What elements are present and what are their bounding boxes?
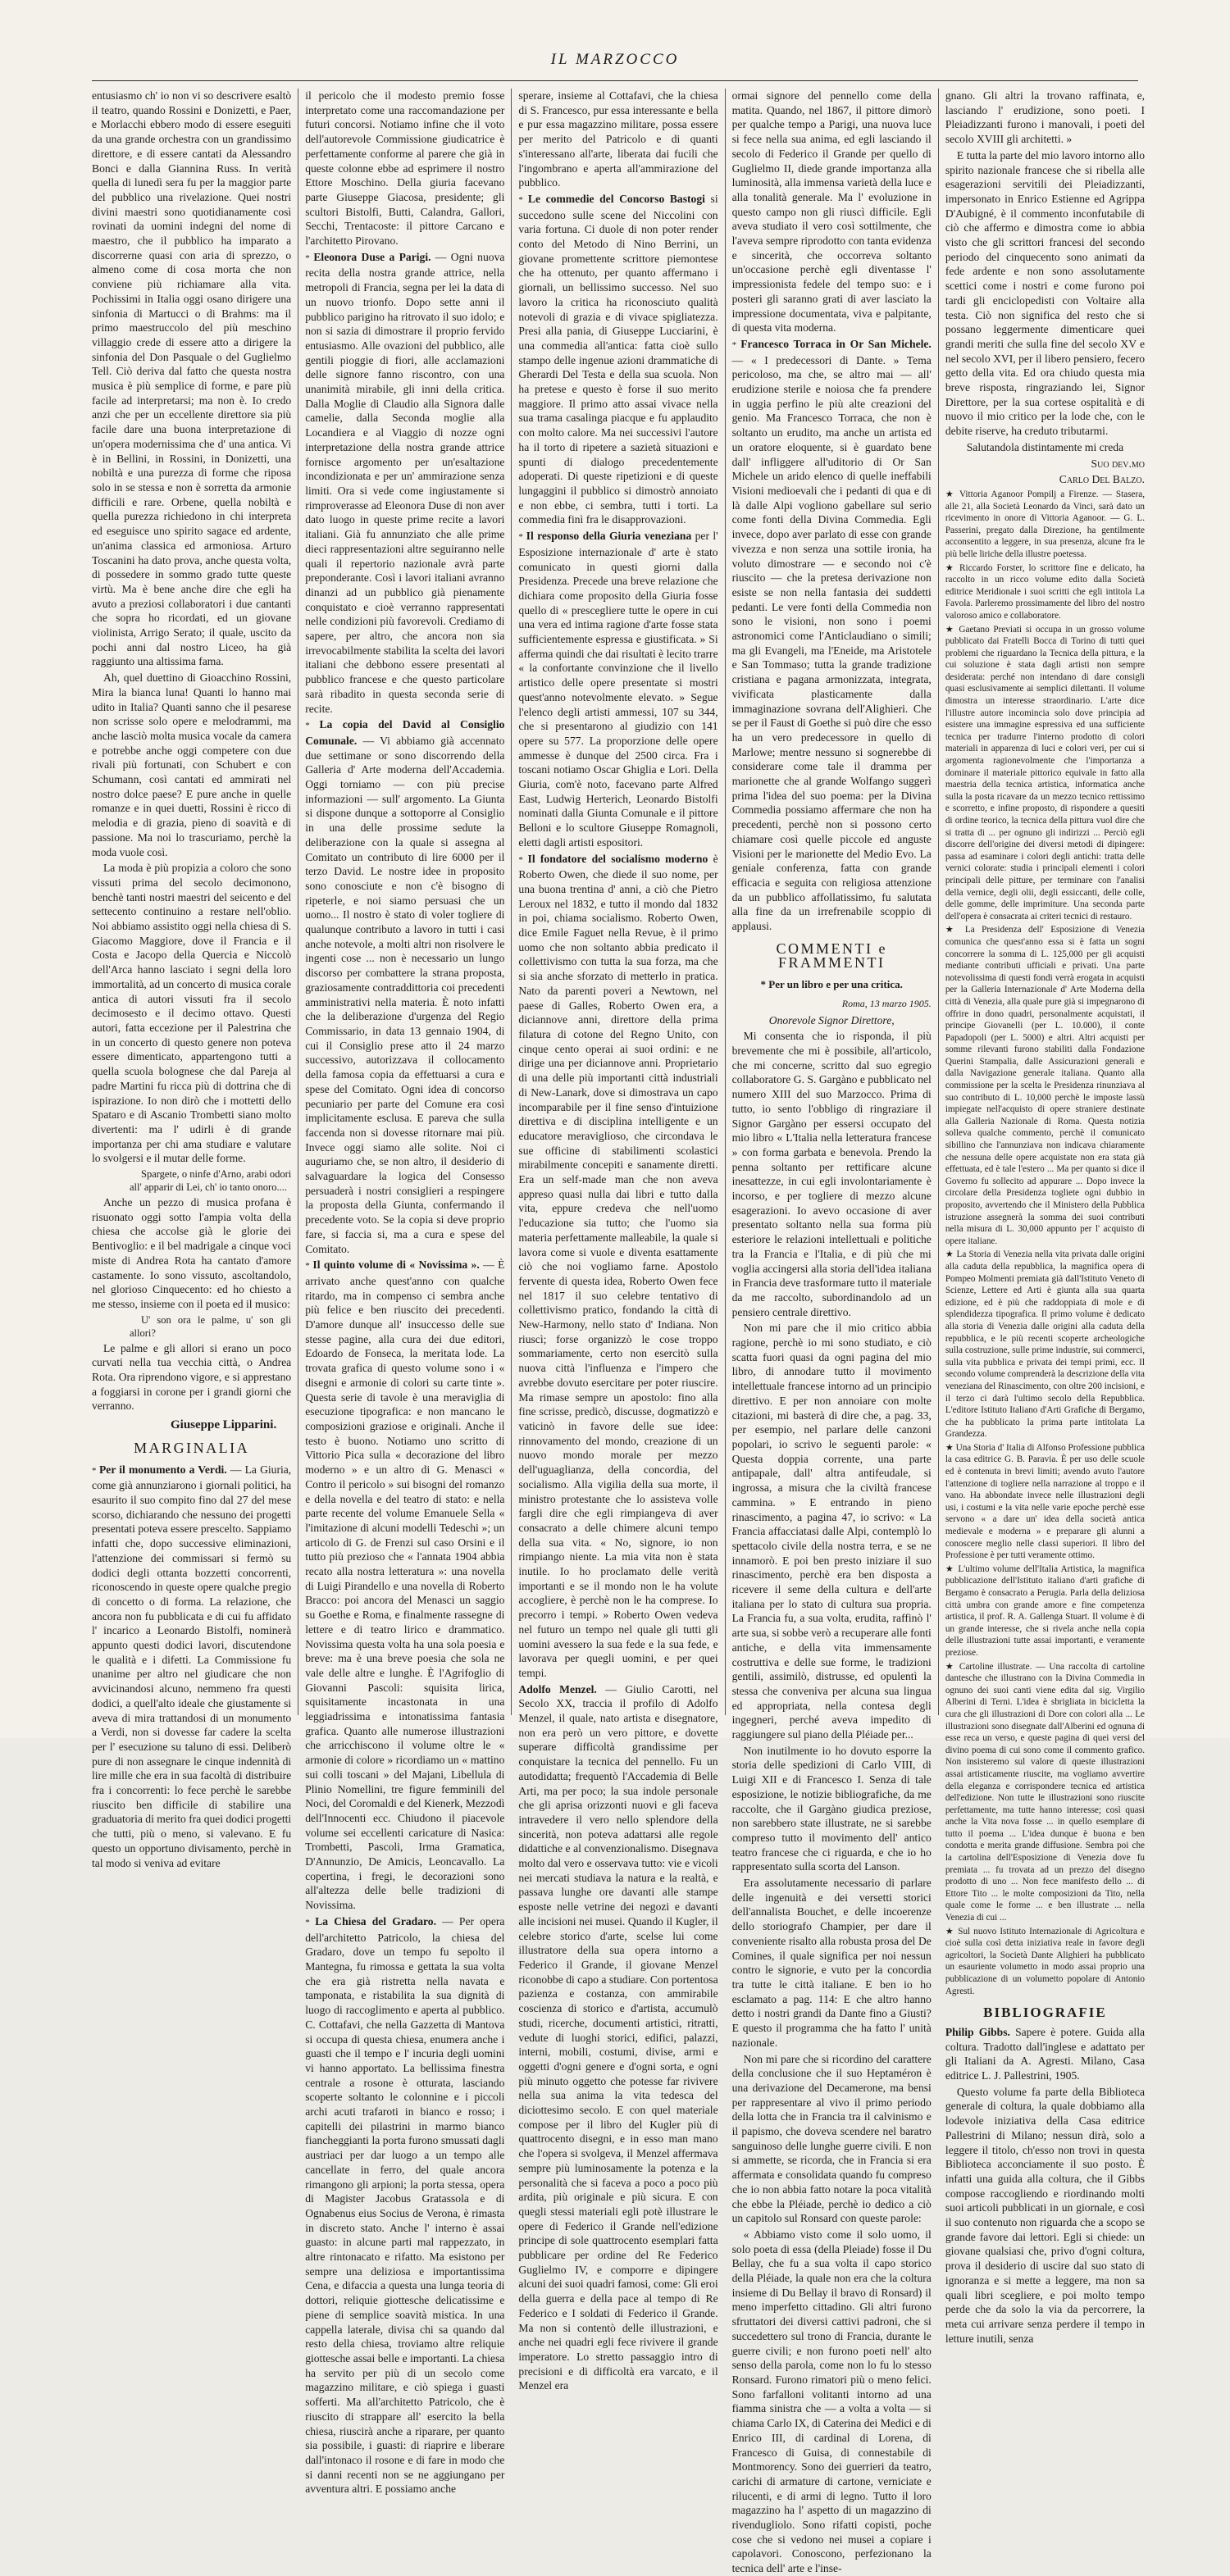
brief-item: ★ Riccardo Forster, lo scrittore fine e delicato, ha raccolto in un ricco volume edito dalla Società editrice Meridionale i suoi scritti che egli intitola La Favola. Parleremo prossimamente del libro del nostro valoroso amico e collaboratore.: [945, 562, 1146, 621]
item-title: Le commedie del Concorso Bastogi: [527, 192, 705, 205]
bibliography-title: Sapere è potere. Guida alla coltura. Tradotto dall'inglese e adattato per gli Italiani da A. Agresti. Milano, Casa editrice L. J. Pallestrini, 1905.: [945, 2025, 1146, 2082]
asterisk-icon: *: [731, 339, 741, 350]
brief-item: ★ Sul nuovo Istituto Internazionale di Agricoltura e cioè sulla così detta iniziativa reale in favore degli agricoltori, la Società Dante Alighieri ha pubblicato un esauriente volumetto in modo assai proprio una pubblicazione di un volumetto popolare di Antonio Agresti.: [945, 1926, 1146, 1996]
asterisk-icon: *: [305, 1917, 316, 1927]
paragraph: Questo volume fa parte della Biblioteca generale di coltura, la quale dobbiamo alla lodevole iniziativa della Casa editrice Pallestrini di Milano; nessun dirà, solo a leggere il titolo, ch'esso non trovi in questa Biblioteca acconciamente il suo posto. È infatti una guida alla coltura, che il Gibbs compose raccogliendo e riordinando molti suoi articoli pubblicati in un giornale, e così il suo contenuto non riguarda che a scopo se grande favore dai lettori. Egli si chiede: un giovane qualsiasi che, privo d'ogni coltura, prova il desiderio di uscire dal suo stato di ignoranza e si mette a leggere, ma non sa quali libri scegliere, e poi molto tempo perde che da solo la via da percorrere, la meta cui arrivare senza perdere il tempo in letture inutili, senza: [945, 2085, 1146, 2345]
brief-item: ★ L'ultimo volume dell'Italia Artistica, la magnifica pubblicazione dell'Istituto italiano d'arti grafiche di Bergamo è consacrato a Perugia. Parla della deliziosa città umbra con grande amore e fine competenza artistica, il prof. R. A. Gallenga Stuart. Il volume è di un grande interesse, che si rivela anche nella copia delle illustrazioni tutte assai importanti, e veramente preziose.: [945, 1563, 1146, 1658]
item-text: — Vi abbiamo già accennato due settimane or sono discorrendo della Galleria d' Arte moderna dell'Accademia. Oggi torniamo — con più precise informazioni — sull' argomento. La Giunta si dispone dunque a sottoporre al Consiglio in una delle prossime sedute la deliberazione con la quale si assegna al Comitato un contributo di lire 6000 per il terzo David. Le nostre idee in proposito sono conosciute e non c'è bisogno di ripeterle, e noi siamo persuasi che un uomo... Il nostro è stato di voler togliere di qualunque contributo a lavoro in tutti i casi anche notevole, a molti altri non risolvere le ingenti cose ... non è necessario un lungo discorso per combattere la strana proposta, graziosamente contraddittoria coi precedenti amministrativi nella materia. È noto infatti che la deliberazione d'urgenza del Regio Commissario, in data 13 gennaio 1904, di cui il Consiglio prese atto il 24 marzo successivo, autorizzava il collocamento della famosa copia da effettuarsi a cura e spese del Comitato. Ogni idea di concorso pecuniario per parte del Comune era così implicitamente esclusa. E pareva che sulla faccenda non si dovesse ritornare mai più. Invece oggi siamo alle solite. Noi ci auguriamo che, se non altro, il desiderio di salvaguardare la logica del Consesso persuaderà i nostri consiglieri a respingere la proposta della Giunta, confermando il precedente voto. Se la copia si deve proprio fare, si faccia si, ma a cura e spese del Comitato.: [305, 734, 505, 1255]
brief-item: ★ Gaetano Previati si occupa in un grosso volume pubblicato dai Fratelli Bocca di Torino di tutti quei problemi che riguardano la Tecnica della pittura, e la cui soluzione è stata dagli artisti non sempre desiderata: perché non intendano di dare consigli quasi esclusivamente ai semplici dilettanti. Il volume dimostra un interesse straordinario. L'arte dice l'illustre autore incomincia solo dove principia ad esistere una immagine espressiva ed una sufficiente tecnica per tradurre l'interno prodotto di colori materiali in apparenza di luci e colori veri, per cui si argomenta ragionevolmente che l'importanza a dominare il materiale pittorico equivale in fatto alla maestria della tecnica artistica, informatica anche sulla la posta ricavare da un mezzo tecnico rettissimo e scorretto, e infine proposto, di rispondere a quesiti di ordine teorico, la tecnica della pittura vuol dire che si tratta di ... per ognuno gli indirizzi ... Perciò egli discorre dell'origine dei diversi metodi di dipingere: passa ad esaminare i colori degli antichi: tratta delle vernici colorate: studia i principali elementi i colori principali delle pitture, per terminare con l'analisi della vernice, degli olii, degli essiccanti, delle colle, delle gomme, delle imprimiture. Una seconda parte dell'opera è consacrata ai criteri tecnici di restauro.: [945, 624, 1146, 922]
columns: [92, 89, 1146, 2575]
column-1: [92, 89, 292, 1869]
paragraph: Non mi pare che il mio critico abbia ragione, perchè io mi sono studiato, e ciò scatta fuori quasi da ogni pagina del mio libro, di annodare tutto il movimento intellettuale francese intorno ad un principio direttivo. E per non annoiare con molte citazioni, mi basterà di dire che, a pag. 33, per esempio, nel parlare delle canzoni popolari, io scrivo le seguenti parole: « Questa doppia corrente, una parte antipapale, dall' altra antifeudale, si ingrossa, a misura che la civiltà francese cammina. » E entrando in pieno rinascimento, a pagina 47, io scrivo: « La Francia affacciatasi dalle Alpi, contemplò lo spettacolo civile della nostra terra, e se ne innamorò. E poi ben presto iniziare il suo rinascimento, perchè era ben disposta a ricevere il seme della cultura e dell'arte italiana per lo stato di cultura sua propria. La Francia fu, a sua volta, erudita, raffinò l' arte sua, si sobbe verò a recuperare alle fonti antiche, e della vita immensamente costruttiva e delle sue forme, le tradizioni gentili, assimilò, distrusse, ed opulentì la stessa che conveniva per alcuna sua lingua ed appropriata, nella contesa degli ingegneri, perché aveva impedito di raggiungere sul piano della Pléiade per...: [731, 1322, 932, 1741]
column-2: [298, 89, 505, 2496]
asterisk-icon: *: [92, 1465, 99, 1476]
letter-signature: Carlo Del Balzo.: [1059, 473, 1146, 486]
paragraph: La moda è più propizia a coloro che sono vissuti prima del secolo decimonono, benchè tanti nostri maestri del seicento e del settecento continuino a restare nell'oblio. Noi abbiamo assistito oggi nella chiesa di S. Giacomo Maggiore, dove il Francia e il Costa e Jacopo della Quercia e Niccolò dell'Arca hanno lasciato i segni della loro immortalità, ad un concerto di musica corale antica di autori vissuti fra il secolo decimosesto e il decimo ottavo. Questi autori, fatta eccezione per il Palestrina che in un concerto di questo genere non poteva essere dimenticato, appartengono tutti a quella scuola bolognese che dal Pareja al padre Martini fu ricca più di dottrina che di ispirazione. Io non dirò che i mottetti dello Spataro e di Ascanio Trombetti siano molto divertenti: ma l' udirli è di grande importanza per chi ama studiare e valutare lo svolgersi e il mutar delle forme.: [92, 862, 292, 1165]
paragraph: Era assolutamente necessario di parlare delle ingenuità e dei versetti storici dell'annalista Bouchet, e delle incoerenze dello storiografo Champier, per dare il conveniente risalto alla robusta prosa del De Comines, il quale significa per noi nessun contro le signorie, e vuto per la concordia tra tutte le città italiane. E ben io ho esclamato a pag. 114: E che altro hanno detto i nostri grandi da Dante fino a Giusti? E questo il programma che ha fatto l' unità nazionale.: [731, 1877, 932, 2049]
paragraph: Non mi pare che si ricordino del carattere della conclusione che il suo Heptaméron è una derivazione del Decamerone, ma bensi per rappresentare al vivo il primo periodo della lotta che in Francia tra il calvinismo e il papismo, che doveva scendere nel baratro sanguinoso delle lunghe guerre civili. E non si ammette, se ricorda, che in Francia si era affermata e consolidata quando fu compreso che io non abbia fatto notare la poca vitalità che ebbe la Pléiade, perchè io dedico a ciò un capitolo sul Ronsard con queste parole:: [731, 2052, 932, 2225]
poem-quote: Spargete, o ninfe d'Arno, arabi odori all' apparir di Lei, ch' io tanto onoro....: [130, 1168, 292, 1194]
item-title: Eleonora Duse a Parigi.: [313, 250, 431, 263]
item-text: si succedono sulle scene del Niccolini con varia fortuna. Ci duole di non poter render conto del Metodo di Nino Berrini, un giovane promettente scrittore piemontese che ha ottenuto, per quanto affermano i giornali, un bellissimo successo. Nel suo lavoro la critica ha riconosciuto qualità notevoli di grazia e di vivace spigliatezza. Presi alla pania, di Giuseppe Lucciarini, è una commedia all'antica: fatta cioè sullo stampo delle ingenue azioni drammatiche di Gherardi Del Testa e della sua scuola. Non ha pretese e questo è forse il suo merito maggiore. Il primo atto assai vivace nella sua trama casalinga piacque e fu applaudito con molto calore. Ma nei successivi l'autore ha il torto di ripetere a sazietà situazioni e spunti di dialogo precedentemente adoperati. Di queste ripetizioni e di queste lungaggini il pubblico si dimostrò annoiato e non ebbe, ci sembra, tutti i torti. La commedia finì fra le disapprovazioni.: [518, 192, 718, 526]
news-item: [305, 1258, 504, 1913]
paragraph: « Abbiamo visto come il solo uomo, il solo poeta di essa (della Pleiade) fosse il Du Bellay, che fu a sua volta il capo storico della Pléiade, la quale non era che la coltura insieme di Du Bellay il bravo di Ronsard) il meno imperfetto cittadino. Gli altri furono sfruttatori dei diversi cattivi padroni, che si succedettero sul trono di Francia, durante le guerre civili; e non furono poeti nell' alto senso della parola, come non lo fu lo stesso Ronsard. Furono rimatori più o meno felici. Sono farfalloni volitanti intorno ad una fiamma sinistra che — a volta a volta — si chiama Carlo IX, di Caterina dei Medici e di Enrico III, di cardinal di Lorena, di Francesco di Guisa, di connestabile di Montmorency. Sono dei guerrieri da teatro, carichi di armature di cartone, verniciate e rilucenti, e di armi di legno. Tutto il loro magazzino ha l' aspetto di un magazzino di rivendugliolo. Sono rifatti copisti, poche cose che si vedono nei musei a copiare i capolavori. Conoscono, perfezionano la tecnica dell' arte e l'inse-: [731, 2228, 932, 2575]
paragraph: gnano. Gli altri la trovano raffinata, e, lasciando l' erudizione, sono poeti. I Pleiadizzanti furono i manovali, i poeti del secolo XVIII gli architetti. »: [945, 89, 1146, 146]
item-title: Il responso della Giuria veneziana: [526, 530, 692, 543]
item-title: Adolfo Menzel.: [518, 1682, 597, 1695]
news-item: [92, 1463, 291, 1871]
asterisk-icon: *: [305, 1261, 313, 1272]
paragraph: Le palme e gli allori si erano un poco curvati nella tua vecchia città, o Andrea Rota. Ora riprendono vigore, e si apprestano a foggiarsi in corone per i grandi giorni che verranno.: [92, 1341, 292, 1413]
news-item: [305, 717, 504, 1256]
news-item: [305, 1914, 504, 2496]
news-item: [518, 1682, 718, 2393]
asterisk-icon: *: [305, 721, 320, 731]
item-title: La copia del David al Consiglio Comunale.: [305, 718, 505, 747]
item-text: — Ogni nuova recita della nostra grande attrice, nella metropoli di Francia, segna per lei la data di un nuovo trionfo. Dopo sette anni il pubblico parigino ha ritrovato il suo idolo; e non si sazia di dimostrare il proprio fervido entusiasmo. Alle ovazioni del pubblico, alle gentili pioggie di fiori, alle acclamazioni delle signore fanno riscontro, con una unanimità mirabile, gli inni della critica. Dalla Moglie di Claudio alla Signora dalle camelie, dalla Seconda moglie alla Locandiera e al Viaggio di nozze ogni interpretazione della nostra grande attrice fornisce argomento per un'esaltazione incondizionata e per un' ammirazione senza limiti. Ora si vede come ingiustamente si rimproverasse ad Eleonora Duse di non aver dato luogo in queste prime recite a lavori italiani. Già fu annunziato che alle prime dieci rappresentazioni altre seguiranno nelle quali il repertorio nazionale avrà parte preponderante. Così i lavori italiani avranno dinanzi ad un pubblico già pienamente conquistato e cioè verranno rappresentati nelle condizioni più favorevoli. Crediamo di sapere, per altro, che ancora non sia irrevocabilmente stabilita la scelta dei lavori italiani che debbono essere presentati al pubblico francese e che questo particolare sarà ribadito in questa seconda serie di recite.: [305, 250, 505, 715]
item-text: è Roberto Owen, che diede il suo nome, per una buona trentina d' anni, a ciò che Pietro Leroux nel 1832, e tutto il mondo dal 1832 in poi, chiama socialismo. Roberto Owen, dice Emile Faguet nella Revue, è il primo uomo che non soltanto abbia predicato il collettivismo con tutta la sua forza, ma che si sia anche sforzato di metterlo in pratica. Nato da parenti poveri a Newtown, nel paese di Galles, Roberto Owen era, a diciannove anni, direttore della prima filatura di cotone del Regno Unito, con cinque cento operai ai suoi ordini: e ne dirige una per diciannove anni. Proprietario di una delle più importanti città industriali di New-Lanark, dove si dimostrava un capo incomparabile per il fine senso d'intuizione direttiva e di disciplina intelligente e un educatore meraviglioso, che circondava le sue officine di stabilimenti scolastici mirabilmente concepiti e sanamente diretti. Era un self-made man che non aveva appreso quasi nulla dai libri e tutto dalla vita, eppure credeva che nell'uomo l'educazione sia tutto; che l'uomo sia materia perfettamente malleabile, la quale si lavora come si vuole e diventa esattamente ciò che noi vogliamo farne. Apostolo fervente di questa idea, Roberto Owen fece nel 1817 il suo celebre tentativo di collettivismo pratico, fondando la città di New-Harmony, nello stato d' Indiana. Non riuscì; forse organizzò le cose troppo sommariamente, certo non esercitò sulla nuova città l'influenza e l'impero che avrebbe dovuto esercitare per poter riuscire. Ma rimase sempre un apostolo: fino alla fine scrisse, predicò, discusse, dogmatizzò e vaticinò in favore delle sue idee: rinnovamento del mondo, creazione di un nuovo mondo morale per mezzo dell'uguaglianza, della concordia, del socialismo. Alla vigilia della sua morte, il ministro protestante che lo assisteva volle fargli dire che egli rimpiangeva di aver consacrato a delle chimere alcuni tempo della sua vita. « No, signore, io non rimpiango niente. La mia vita non è stata inutile. Io ho proclamato delle verità importanti e se il mondo non le ha volute accogliere, è perchè non le ha comprese. Io precorro i tempi. » Roberto Owen vedeva nel futuro un tempo nel quale gli tutti gli uomini avessero la sua fede e la sua fede, e lavorava per quegli uomini, e per quei tempi.: [518, 852, 718, 1679]
item-text: — Giulio Carotti, nel Secolo XX, traccia il profilo di Adolfo Menzel, il quale, nato artista e disegnatore, non era però un vero pittore, e dovette superare difficoltà grandissime per conquistare la tecnica del pennello. Fu un autodidatta; frequentò l'Accademia di Belle Arti, ma per poco; la sua indole personale che gli aprisa orizzonti nuovi e gli faceva intravedere il vero nello splendore della sincerità, non poteva adattarsi alle regole didattiche e al convenzionalismo. Disegnava molto dal vero e osservava tutto: vie e vicoli nei mercati studiava la natura e la realtà, e passava lunghe ore davanti alle stampe esposte nelle vetrine dei negozi e davanti alle incisioni nei musei. Quando il Kugler, il celebre storico d'arte, scelse lui come illustratore della sua opera intorno a Federico il Grande, il giovane Menzel riconobbe di capo a studiare. Con portentosa pazienza e costanza, con ammirabile coscienza di storico e d'artista, accumulò studi, ricerche, documenti artistici, ritratti, vedute di luoghi storici, edifici, palazzi, interni, mobili, costumi, divise, armi e oggetti d'ogni genere e d'ogni sorta, e ogni più minuto oggetto che potesse far rivivere nella sua anima la vita tedesca del diciottesimo secolo. E con quel materiale compose per il libro del Kugler più di quattrocento disegni, e in esso man mano che l'opera si svolgeva, il Menzel affermava sempre più luminosamente la potenza e la personalità che si faceva a poco a poco più ardita, più originale e più sicura. E con quegli stessi materiali egli potè illustrare le opere di Federico il Grande nell'edizione principe di sole quattrocento esemplari fatta pubblicare per ordine del Re Federico Guglielmo IV, e comporre e dipingere alcuni dei suoi quadri famosi, come: Gli eroi della guerra e della pace al tempo di Re Federico e I soldati di Federico il Grande. Ma non si contentò delle illustrazioni, e anche nei quadri egli fece rivivere il grande imperatore. Lo stretto passaggio intro di precisioni e di difficoltà era varcato, e il Menzel era: [518, 1682, 718, 2392]
subsection-heading: * Per un libro e per una critica.: [760, 978, 903, 991]
brief-item: ★ Cartoline illustrate. — Una raccolta di cartoline dantesche che illustrano con la Divina Commedia in ognuno dei suoi canti viene edita dal sig. Virgilio Alberini di Terni. L'idea è sbrigliata in bicicletta la cura che gli illustrazioni di Dore con colori alla ... Le illustrazioni sono disegnate dall'Alberini ed ognuna di esse reca un verso, e queste pagina di quei versi del divino poema di cui sono come il commento grafico. Non insisteremo sul valore di queste illustrazioni assai artisticamente riuscite, ma vogliamo avvertire della eleganza e corrispondere tecnica ed artistica dell'edizione. Non tutte le illustrazioni sono riuscite perfettamente, ma tutte hanno interesse; così quasi anche la Vita nova fosse ... in quello esemplare di tutto il poema ... L'idea dunque è buona e ben condotta e merita grande diffusione. Sembra poi che la cartolina dell'Esposizione di Venezia dove fu premiata ... fu trovata ad un prezzo del disegno prodotto di uno ... Non fece manifesto dello ... di Ettore Tito ... le molte composizioni da Tito, nella quale come le forme ... e ben illustrate ... nella Venezia di cui ...: [945, 1661, 1146, 1923]
item-text: — « I predecessori di Dante. » Tema pericoloso, ma che, se altro mai — all' erudizione sterile e noiosa che fa prendere in uggia perfino le più alte creazioni del genio. Ma Francesco Torraca, che non è soltanto un erudito, ma anche un artista ed un oratore eloquente, si è guardato bene dall' infliggere all'uditorio di Or San Michele un arido elenco di quelle ineffabili Visioni medioevali che i pedanti di qua e di là dalle Alpi vogliono gabellare sul serio come fonti della Divina Commedia. Egli invece, dopo aver parlato di esse con grande vivezza e non senza una sottile ironia, ha voluto dimostrare — e secondo noi c'è riuscito — che la pretesa derivazione non esiste se non nella fantasia dei suddetti pedanti. Le vere fonti della Commedia non sono le visioni, non sono i poemi astronomici come l'Anticlaudiano o simili; ma gli Evangeli, ma l'Eneide, ma Aristotele e San Tommaso; tutta la grande tradizione cristiana e pagana armonizzata, integrata, vivificata plasticamente dalla immaginazione sovrana dell'Alighieri. Che se per il Faust di Goethe si può dire che esso ha un vero predecessore in quello di Marlowe; mentre nessuno si sognerebbe di considerare come tale il dramma per marionette che al grande Wolfango suggerì prima l'idea del suo poema: per la Divina Commedia possiamo affermare che non ha precedenti, perchè non si possono certo chiamare così quelle piccole ed anguste Visioni per le marionette del Medio Evo. La geniale conferenza, fatta con grande efficacia e seguita con religiosa attenzione da un pubblico affollatissimo, fu salutata alla fine da un irrefrenabile scoppio di applausi.: [731, 353, 932, 933]
item-text: — Per opera dell'architetto Patricolo, la chiesa del Gradaro, dove un tempo fu sepolto il Mantegna, fu rimossa e gettata la sua volta che era già ristretta nella navata e tamponata, e ristabilita la sua dignità di luogo di raccoglimento e aperta al pubblico. C. Cottafavi, che nella Gazzetta di Mantova si occupa di questa chiesa, enumera anche i guasti che il tempo e l' incuria degli uomini vi hanno apportato. La bellissima finestra centrale a rosone è otturata, lasciando scoperte soltanto le colonnine e i piccoli archi acuti trafaroti in bianco e rosso; i capitelli dei pilastrini in marmo bianco fiancheggianti la porta furono smussati dagli austriaci per dar luogo a un tempo alle cancellate in ferro, del quale ancora rimangono gli arpioni; la porta stessa, opera di Magister Jacobus Gratassola e di Ognabenus eius Socius de Verona, è rimasta in discreto stato. Anche l' interno è assai guasto: in alcune parti mal rappezzato, in altre rintonacato e rifatto. Ma esistono per sempre una deliziosa e importantissima Cena, e difaccia a questa una lunga teoria di dottori, reliquie giottesche delicatissime e piene di semplice soavità mistica. In una cappella laterale, divisa chi sa quando dal resto della chiesa, troviamo altre reliquie giottesche assai belle e importanti. La chiesa ha servito per più di un secolo come magazzino militare, e ciò spiega i guasti sofferti. Ma all'architetto Patricolo, che è riuscito di strappare all' esercito la bella chiesa, riuscirà anche a riparare, per quanto sia possibile, i guasti: di riaprire e liberare dall'intonaco il rosone e di fare in modo che si danni recenti non se ne aggiungano per avventura altri. E possiamo anche: [305, 1914, 505, 2496]
item-title: Francesco Torraca in Or San Michele.: [740, 337, 932, 350]
item-title: La Chiesa del Gradaro.: [315, 1914, 436, 1927]
letter-salutation: Onorevole Signor Direttore,: [768, 1013, 895, 1026]
column-3: [511, 89, 718, 2392]
brief-item: ★ La Presidenza dell' Esposizione di Venezia comunica che quest'anno essa si è fatta un sogni concorrere la somma di L. 125,000 per gli acquisti mediante contributi ufficiali e privati. Una parte notevolissima di questi fondi verrà erogata in acquisti per la Galleria Internazionale d' Arte Moderna della città di Venezia, alla quale pure già si impegnarono di offrire in dono quadri, personalmente acquistati, il principe Giovanelli (per L. 10.000), il conte Papadopoli (per L. 5000) e altri. Altri acquisti per somme rilevanti furono stabiliti dalla Fondazione Querini Stampalia, dalle Assicurazioni generali e dalla Navigazione generale italiana. Quanto alla commissione per la scelta le Presidenza rinunziava al suo contributo di L. 10,000 perchè le imposte lassù impiegate nell'acquisto di opere straniere destinate alla Galleria Nazionale di Roma. Questa notizia solleva qualche commento, perchè il comunicato sibillino che l'annunziava non indicava chiaramente che nessuna delle opere acquistate non era stata già effettuata, ed è tale l'estero ... Ma per quanto si dice il Governo fu sollecito ad appurare ... Dopo invece la circolare della Presidenza togliete ogni dubbio in proposito, avvertendo che il Ministero della Pubblica istruzione assegnerà la somma dei suoi contributi nella misura di L. 30,000 appunto per l' acquisto di opere italiane.: [945, 925, 1146, 1246]
news-item: [518, 852, 718, 1681]
asterisk-icon: *: [305, 253, 314, 263]
letter-date: Roma, 13 marzo 1905.: [841, 997, 932, 1009]
item-title: Il fondatore del socialismo moderno: [527, 852, 708, 865]
paragraph: ormai signore del pennello come della matita. Quando, nel 1867, il pittore dimorò per qualche tempo a Parigi, una nuova luce si fece nella sua anima, ed egli lasciando il secolo di Federico il Grande per quello di Guglielmo II, diede grande importanza alla luminosità, alla immensa varietà della luce e alla tonalità generale. Ma l' evoluzione in questo campo non gli riuscì difficile. Egli aveva studiato il vero così sottilmente, che l'aveva sempre riprodotto con tanta evidenza e sincerità, che occorreva soltanto un'occasione perchè egli diventasse l' impressionista fedele del tempo suo: e i posteri gli saranno grati di aver lasciato la impressione documentata, viva e palpitante, di questa vita moderna.: [731, 89, 932, 335]
letter-signoff: Suo dev.mo: [1091, 457, 1146, 470]
news-item: [518, 529, 718, 849]
news-item: [518, 192, 718, 527]
asterisk-icon: *: [518, 532, 526, 543]
masthead: IL MARZOCCO: [550, 51, 680, 68]
item-text: — La Giuria, come già annunziarono i giornali politici, ha esaurito il suo compito fino dal 27 del mese scorso, dichiarando che nessuno dei progetti presentati poteva essere prescelto. Sappiamo infatti che, dopo successive eliminazioni, l'attenzione dei commissari si fermò su dodici degli ottanta bozzetti concorrenti, riconoscendo in queste opere qualche pregio di concetto o di forma. La relazione, che ancora non fu pubblicata e di cui fu affidato l' incarico a Leonardo Bistolfi, nominerà appunto questi dodici lavori, discutendone le qualità e i difetti. La Commissione fu unanime per altro nel giudicare che non avvicinandosi alcuno, nemmeno fra questi dodici, a quell'alto ideale che giustamente si aveva di mira trattandosi di un monumento a Verdi, non si dovesse far cadere la scelta per l' esecuzione su taluno di essi. Deliberò pure di non assegnare le cinque indennità di lire mille che era in sua facoltà di distribuire fra i concorrenti: lo fece perchè le sarebbe riuscito ben difficile di stabilire una graduatoria di merito fra quei dodici progetti che tutti, più o meno, si valevano. E fu questo un opportuno divisamento, perchè in tal modo si veniva ad evitare: [92, 1463, 292, 1869]
news-item: [732, 337, 932, 934]
item-text: per l' Esposizione internazionale d' arte è stato comunicato in questi giorni dalla Presidenza. Precede una breve relazione che dichiara come proposito della Giuria fosse quello di « prescegliere tutte le opere in cui una vera ed intima ragione d'arte fosse stata sufficientemente espressa e giustificata. » Si afferma quindi che dai risultati è lecito trarre « la confortante convinzione che il livello artistico delle opere presentate si mostri quest'anno notevolmente elevato. » Segue l'elenco degli artisti ammessi, 107 su 344, che si presentarono al giudizio con 141 opere su 577. La proporzione delle opere ammesse è dunque del 2500 circa. Fra i toscani notiamo Oscar Ghiglia e Lori. Della Giuria, com'è noto, facevano parte Alfred East, Ludwig Herterich, Leonardo Bistolfi nominati dalla Giunta Comunale e il pittore Belloni e lo scultore Giuseppe Romagnoli, eletti dagli artisti espositori.: [518, 530, 718, 849]
item-title: Per il monumento a Verdi.: [99, 1463, 227, 1476]
letter-closing: Salutandola distintamente mi creda: [966, 440, 1124, 453]
poem-quote: U' son ora le palme, u' son gli allori?: [130, 1313, 292, 1339]
bibliography-author: Philip Gibbs.: [945, 2025, 1010, 2038]
brief-item: ★ Una Storia d' Italia di Alfonso Professione pubblica la casa editrice G. B. Paravia. È per uso delle scuole ed è contenuta in brevi limiti; avendo avuto l'autore l'attenzione di togliere nella narrazione al troppo e il vano. Ha abbondate invece nelle illustrazioni degli usi, i costumi e la vita nelle varie epoche perchè esse servono « a dare un' idea della società antica medievale e moderna » e preparare gli alunni a conoscere meglio nelle classi superiori. Il libro del Professione è per tutti veramente ottimo.: [945, 1442, 1146, 1561]
brief-item: ★ La Storia di Venezia nella vita privata dalle origini alla caduta della repubblica, la magnifica opera di Pompeo Molmenti premiata già dall'Istituto Veneto di Scienze, Lettere ed Arti è giunta alla sua quarta edizione, ed è più che raddoppiata di mole e di splendidezza tipografica. Il primo volume è dedicato alla storia di Venezia dalle origini alla caduta della repubblica, e le più recenti scoperte archeologiche sulla costruzione, sulle prime industrie, sui commerci, sulla vita pubblica e privata dei tempi primi, ecc. Il secondo volume comprenderà la descrizione della vita veneziana del Rinascimento, con oltre 200 incisioni, e il terzo ci darà l'ultimo secolo della Repubblica. L'editore Istituto Italiano d'Arti Grafiche di Bergamo, che ha pubblicato la prima parte intitolata La Grandezza.: [945, 1249, 1146, 1440]
author-signature: Giuseppe Lipparini.: [170, 1418, 277, 1432]
item-text: — È arrivato anche quest'anno con qualche ritardo, ma in compenso ci sembra anche più felice e ben riuscito dei precedenti. D'amore dunque all' insuccesso delle sue stesse pagine, alla cura dei due editori, Edoardo de Fonseca, la meritata lode. La trovata grafica di questo volume sono i « disegni e armonie di colori su carte tinte ». Questa serie di tavole è una meraviglia di esecuzione tipografica: e non mancano le composizioni graziose e originali. Anche il testo è buono. Notiamo uno scritto di Vittorio Pica sulla « decorazione del libro moderno » e un altro di G. Menasci « Contro il pericolo » sui bisogni del romanzo e della novella e del teatro di stato: e nella parte recente del volume Emanuele Sella « l'imitazione di alcuni modelli Tedeschi »; un articolo di G. de Frenzi sul caso Orsini e il tutto più prezioso che « l'annata 1904 abbia recato alla nostra letteratura »: una novella di Luigi Pirandello e una novella di Roberto Bracco: poi ancora del Menasci un saggio su Goethe e Roma, e finalmente rassegne di lettere e di teatro lirico e drammatico. Novissima questa volta ha una sola poesia e breve: ma è una breve poesia che sola ne vale delle altre e lunghe. È l'Agrifoglio di Giovanni Pascoli: squisita lirica, squisitamente incastonata in una leggiadrissima e intonatissima fantasia grafica. Quanto alle numerose illustrazioni che arricchiscono il volume oltre le « armonie di colore » ricordiamo un « mattino sui colli toscani » del Majani, Libellula di Plinio Nomellini, tre figure femminili del Noci, del Coromaldi e del Kienerk, Mezzodì dell'Innocenti ecc. Chiudono il piacevole volume sei eccellenti caricature di Nasica: Trombetti, Pascoli, Irma Gramatica, D'Annunzio, De Amicis, Leoncavallo. La copertina, i fregi, le decorazioni sono all'altezza delle belle tradizioni di Novissima.: [305, 1258, 505, 1912]
item-title: Il quinto volume di « Novissima ».: [312, 1258, 480, 1272]
paragraph: Ah, quel duettino di Gioacchino Rossini, Mira la bianca luna! Quanti lo hanno mai udito in Italia? Quanti sanno che il pesarese non scrisse solo opere e melodrammi, ma anche lasciò molta musica vocale da camera e potrebbe anche oggi competere con due rivali più fortunati, con Schubert e con Schumann, così cantati ed ammirati nel nostro dolce paese? E pure anche in quelle romanze e in quei duetti, Rossini è ricco di melodia e di grazia, pieno di soavità e di passione. Ma noi lo trascuriamo, perchè la moda vuole così.: [92, 671, 292, 858]
header-rule: [92, 80, 1138, 81]
paragraph: Non inutilmente io ho dovuto esporre la storia delle spedizioni di Carlo VIII, di Luigi XII e di Francesco I. Senza di tale esposizione, le notizie bibliografiche, da me raccolte, che il Gargàno giudica preziose, non sarebbero state illustrate, ne si sarebbe compreso tutto il movimento dell' antico teatro francese che ci riguarda, e che io ho rappresentato sulla scorta del Lanson.: [731, 1744, 932, 1873]
paragraph: Anche un pezzo di musica profana è risuonato oggi sotto l'ampia volta della chiesa che accolse già le glorie dei Bentivoglio: e il bel madrigale a cinque voci miste di Andrea Rota ha cantato d'amore castamente. Io sono vissuto, ascoltandolo, nel glorioso Cinquecento: ed ho chiesto a me stesso, insieme con il poeta ed il musico:: [92, 1196, 292, 1310]
asterisk-icon: *: [518, 194, 528, 205]
column-5: [938, 89, 1146, 2345]
bibliography-entry: [945, 2025, 1145, 2083]
brief-item: ★ Vittoria Aganoor Pompilj a Firenze. — Stasera, alle 21, alla Società Leonardo da Vinci, sarà dato un ricevimento in onore di Vittoria Aganoor. — G. L. Passerini, pregato dalla Direzione, ha gentilmente acconsentito a leggere, in sua presenza, alcune fra le più belle liriche della illustre poetessa.: [945, 489, 1146, 559]
paragraph: E tutta la parte del mio lavoro intorno allo spirito nazionale francese che si ribella alle esagerazioni servitili dei Pleiadizzanti, impersonato in Enrico Estienne ed Agrippa D'Aubigné, è il commento inconfutabile di ciò che affermo e dimostra come io abbia visto che gli scrittori francesi del secondo periodo del cinquecento sono animati da fede ardente e non sono assolutamente scettici come i nostri e come furono poi tardi gli enciclopedisti con Voltaire alla testa. Ciò non significa del resto che si possano leggermente dimenticare quei grandi meriti che sulla fine del secolo XV e nel secolo XVI, per il libero pensiero, fecero getto della vita. Ed ora chiudo questa mia breve risposta, ringraziando lei, Signor Direttore, per la sua cortese ospitalità e di nuovo il mio critico per la lode che, con le debite riserve, ha creduto tributarmi.: [945, 148, 1146, 438]
news-item: [305, 250, 504, 717]
section-heading-commenti: COMMENTI e FRAMMENTI: [776, 940, 887, 972]
section-heading-bibliografie: BIBLIOGRAFIE: [983, 2005, 1107, 2021]
column-4: [725, 89, 932, 2575]
paragraph: entusiasmo ch' io non vi so descrivere esaltò il teatro, quando Rossini e Donizetti, e Paer, e Morlacchi ebbero modo di essere eseguiti da una grande orchestra con un grandissimo direttore, e di essere cantati da Alessandro Bonci e dalla Giannina Russ. In verità quella di lunedì sera fu per la maggior parte del pubblico una rivelazione. Quei nostri divini maestri sono quotidianamente così rovinati da uomini indegni del nome di maestro, che il pubblico ha imparato a discorrerne quasi con aria di sprezzo, o almeno come di cosa morta che non conviene più richiamare alla vita. Pochissimi in Italia oggi osano dirigere una sinfonia di Martucci o di Brahms: ma il primo maestruccolo del più meschino villaggio crede di essere atto a dirigere la sinfonia del Don Pasquale o del Guglielmo Tell. Ciò deriva dal fatto che questa nostra musica è più semplice di forme, e pare più facile ad interpretarsi; ma non è. Io credo anzi che per un eccellente direttore sia più facile dare una buona interpretazione di un'opera modernissima che d' una antica. Vi è in Bellini, in Rossini, in Donizetti, una nobiltà e una purezza di forme che riposa solo in se stessa e non è sorretta da armonie difficili e rare. Orbene, quella nobiltà e quella purezza richiedono in chi interpreta ed eseguisce uno spirito sagace ed ardente, un'anima classica ed armoniosa. Arturo Toscanini ha dato prova, anche questa volta, di possedere in sommo grado tutte queste virtù. Ma è bene anche dire che egli ha avuto a preziosi collaboratori i due cantanti che sopra ho ricordati, ed un giovane violinista, Arrigo Serato; il quale, uscito da pochi anni dal nostro Liceo, ha già raggiunto una altissima fama.: [92, 89, 292, 668]
paragraph: sperare, insieme al Cottafavi, che la chiesa di S. Francesco, pur essa interessante e bella e pur essa magazzino militare, possa essere per merito del Patricolo e di quanti s'interessano all'arte, liberata dai fucili che l'ingombrano e aperta all'ammirazione del pubblico.: [518, 89, 718, 189]
section-heading-marginalia: MARGINALIA: [134, 1439, 250, 1456]
paragraph: Mi consenta che io risponda, il più brevemente che mi è possibile, all'articolo, che mi concerne, scritto dal suo egregio collaboratore G. S. Gargàno e pubblicato nel numero XIII del suo Marzocco. Prima di tutto, io sento l'obbligo di ringraziare il Signor Gargàno per essersi occupato del mio libro « L'Italia nella letteratura francese » con forma garbata e benevola. Prendo la penna soltanto per rettificare alcune inesattezze, in cui egli involontariamente è incorso, e per togliere di mezzo alcune esagerazioni. Io avevo occasione di aver presentato soltanto nella sua forma più esteriore le relazioni intellettuali e politiche tra la Francia e l'Italia, e di più che mi voglia accingersi alla storia dell'idea italiana in Francia deve trasformare tutto il materiale da me raccolto, subordinandolo ad un pensiero centrale direttivo.: [731, 1030, 932, 1318]
asterisk-icon: *: [518, 854, 528, 865]
paragraph: il pericolo che il modesto premio fosse interpretato come una raccomandazione per futuri concorsi. Notiamo infine che il voto dell'autorevole Commissione giudicatrice è perfettamente conforme al parere che già in queste colonne ebbe ad esprimere il nostro Ettore Moschino. Della giuria facevano parte Giuseppe Giacosa, presidente; gli scultori Bistolfi, Butti, Calandra, Gallori, Secchi, Trentacoste: il pittore Carcano e l'architetto Pirovano.: [305, 89, 505, 248]
